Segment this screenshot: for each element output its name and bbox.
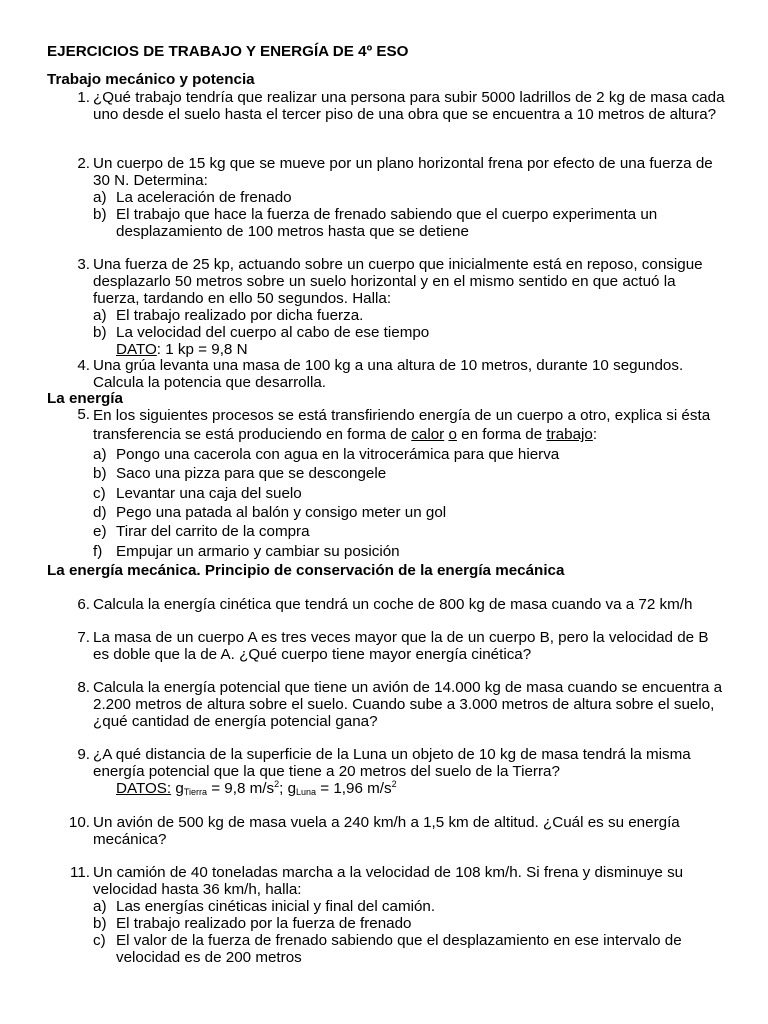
sub-item-c: c) Levantar una caja del suelo <box>93 484 302 502</box>
sub-item-a: a) El trabajo realizado por dicha fuerza. <box>93 307 364 324</box>
section-heading-energia-mecanica: La energía mecánica. Principio de conservación de la energía mecánica <box>47 562 565 579</box>
exercise-11 <box>66 864 726 966</box>
sub-item-b: b) El trabajo realizado por la fuerza de frenado <box>93 915 412 932</box>
exercise-7 <box>66 629 726 663</box>
exercise-number: 4. <box>77 357 90 374</box>
sub-item-b: b) La velocidad del cuerpo al cabo de ese tiempo <box>93 324 430 341</box>
calor-term: calor <box>411 426 445 444</box>
exercise-2 <box>66 155 726 240</box>
exercise-3 <box>66 256 726 358</box>
document-title: EJERCICIOS DE TRABAJO Y ENERGÍA DE 4º ESO <box>47 43 409 60</box>
sub-item-f: f) Empujar un armario y cambiar su posición <box>93 542 400 560</box>
exercise-5 <box>66 406 726 561</box>
exercise-text: Calcula la energía cinética que tendrá un coche de 800 kg de masa cuando va a 72 km/h <box>93 596 693 613</box>
exercise-text: La masa de un cuerpo A es tres veces mayor que la de un cuerpo B, pero la velocidad de B es doble que la de A. ¿Qué cuerpo tiene mayor energía cinética? <box>93 629 709 663</box>
exercise-text: Un cuerpo de 15 kg que se mueve por un plano horizontal frena por efecto de una fuerza de 30 N. Determina: <box>93 155 713 189</box>
exercise-number: 1. <box>77 89 90 106</box>
dato-note: DATO: 1 kp = 9,8 N <box>116 341 248 358</box>
exercise-text: ¿Qué trabajo tendría que realizar una persona para subir 5000 ladrillos de 2 kg de masa cada uno desde el suelo hasta el tercer piso de una obra que se encuentra a 10 metros de altura? <box>93 89 725 123</box>
sub-item-a: a) Las energías cinéticas inicial y final del camión. <box>93 898 436 915</box>
exercise-number: 8. <box>77 679 90 696</box>
exercise-text: Una grúa levanta una masa de 100 kg a una altura de 10 metros, durante 10 segundos. Calcula la potencia que desarrolla. <box>93 357 684 391</box>
exercise-number: 3. <box>77 256 90 273</box>
exercise-8 <box>66 679 726 730</box>
datos-note: DATOS: $g_{Tierra} = 9,8$ $m/s^2$; $g_{Luna} = 1,96$ $m/s^2$ <box>116 779 397 797</box>
exercise-number: 10. <box>68 814 90 831</box>
sub-item-b: b) El trabajo que hace la fuerza de frenado sabiendo que el cuerpo experimenta un desplazamiento de 100 metros hasta que se detiene <box>93 206 658 240</box>
exercise-text: Calcula la energía potencial que tiene un avión de 14.000 kg de masa cuando se encuentra a 2.200 metros de altura sobre el suelo. Cuando sube a 3.000 metros de altura sobre el suelo, ¿qué cantidad de energía potencial gana? <box>93 679 723 730</box>
exercise-number: 11. <box>70 864 90 881</box>
exercise-number: 9. <box>77 746 90 763</box>
section-heading-trabajo: Trabajo mecánico y potencia <box>47 71 255 88</box>
exercise-number: 2. <box>77 155 90 172</box>
exercise-4 <box>66 357 726 391</box>
sub-item-a: a) La aceleración de frenado <box>93 189 292 206</box>
exercise-text: Una fuerza de 25 kp, actuando sobre un cuerpo que inicialmente está en reposo, consigue desplazarlo 50 metros sobre un suelo horizontal y en el mismo sentido en que actuó la fuerza, tardando en ello 50 segundos. Halla: <box>93 256 703 307</box>
exercise-number: 5. <box>77 406 90 423</box>
sub-item-b: b) Saco una pizza para que se descongele <box>93 465 387 483</box>
exercise-text: Un camión de 40 toneladas marcha a la velocidad de 108 km/h. Si frena y disminuye su velocidad hasta 36 km/h, halla: <box>93 864 684 898</box>
exercise-9 <box>66 746 726 797</box>
sub-item-d: d) Pego una patada al balón y consigo meter un gol <box>93 504 447 522</box>
exercise-number: 7. <box>77 629 90 646</box>
exercise-10 <box>66 814 726 848</box>
section-heading-energia: La energía <box>47 390 123 407</box>
exercise-number: 6. <box>77 596 90 613</box>
trabajo-term: trabajo <box>546 426 593 444</box>
sub-item-a: a) Pongo una cacerola con agua en la vitrocerámica para que hierva <box>93 445 560 463</box>
sub-item-e: e) Tirar del carrito de la compra <box>93 523 310 541</box>
exercise-6 <box>66 596 726 613</box>
exercise-text: En los siguientes procesos se está transfiriendo energía de un cuerpo a otro, explica si ésta transferencia se está produciendo en forma de calor o en forma de trabajo: <box>93 407 711 444</box>
exercise-text: ¿A qué distancia de la superficie de la Luna un objeto de 10 kg de masa tendrá la misma energía potencial que la que tiene a 20 metros del suelo de la Tierra? <box>93 746 691 780</box>
sub-item-c: c) El valor de la fuerza de frenado sabiendo que el desplazamiento en ese intervalo de velocidad es de 200 metros <box>93 932 682 966</box>
exercise-text: Un avión de 500 kg de masa vuela a 240 km/h a 1,5 km de altitud. ¿Cuál es su energía mecánica? <box>93 814 680 848</box>
exercise-1 <box>66 89 726 123</box>
